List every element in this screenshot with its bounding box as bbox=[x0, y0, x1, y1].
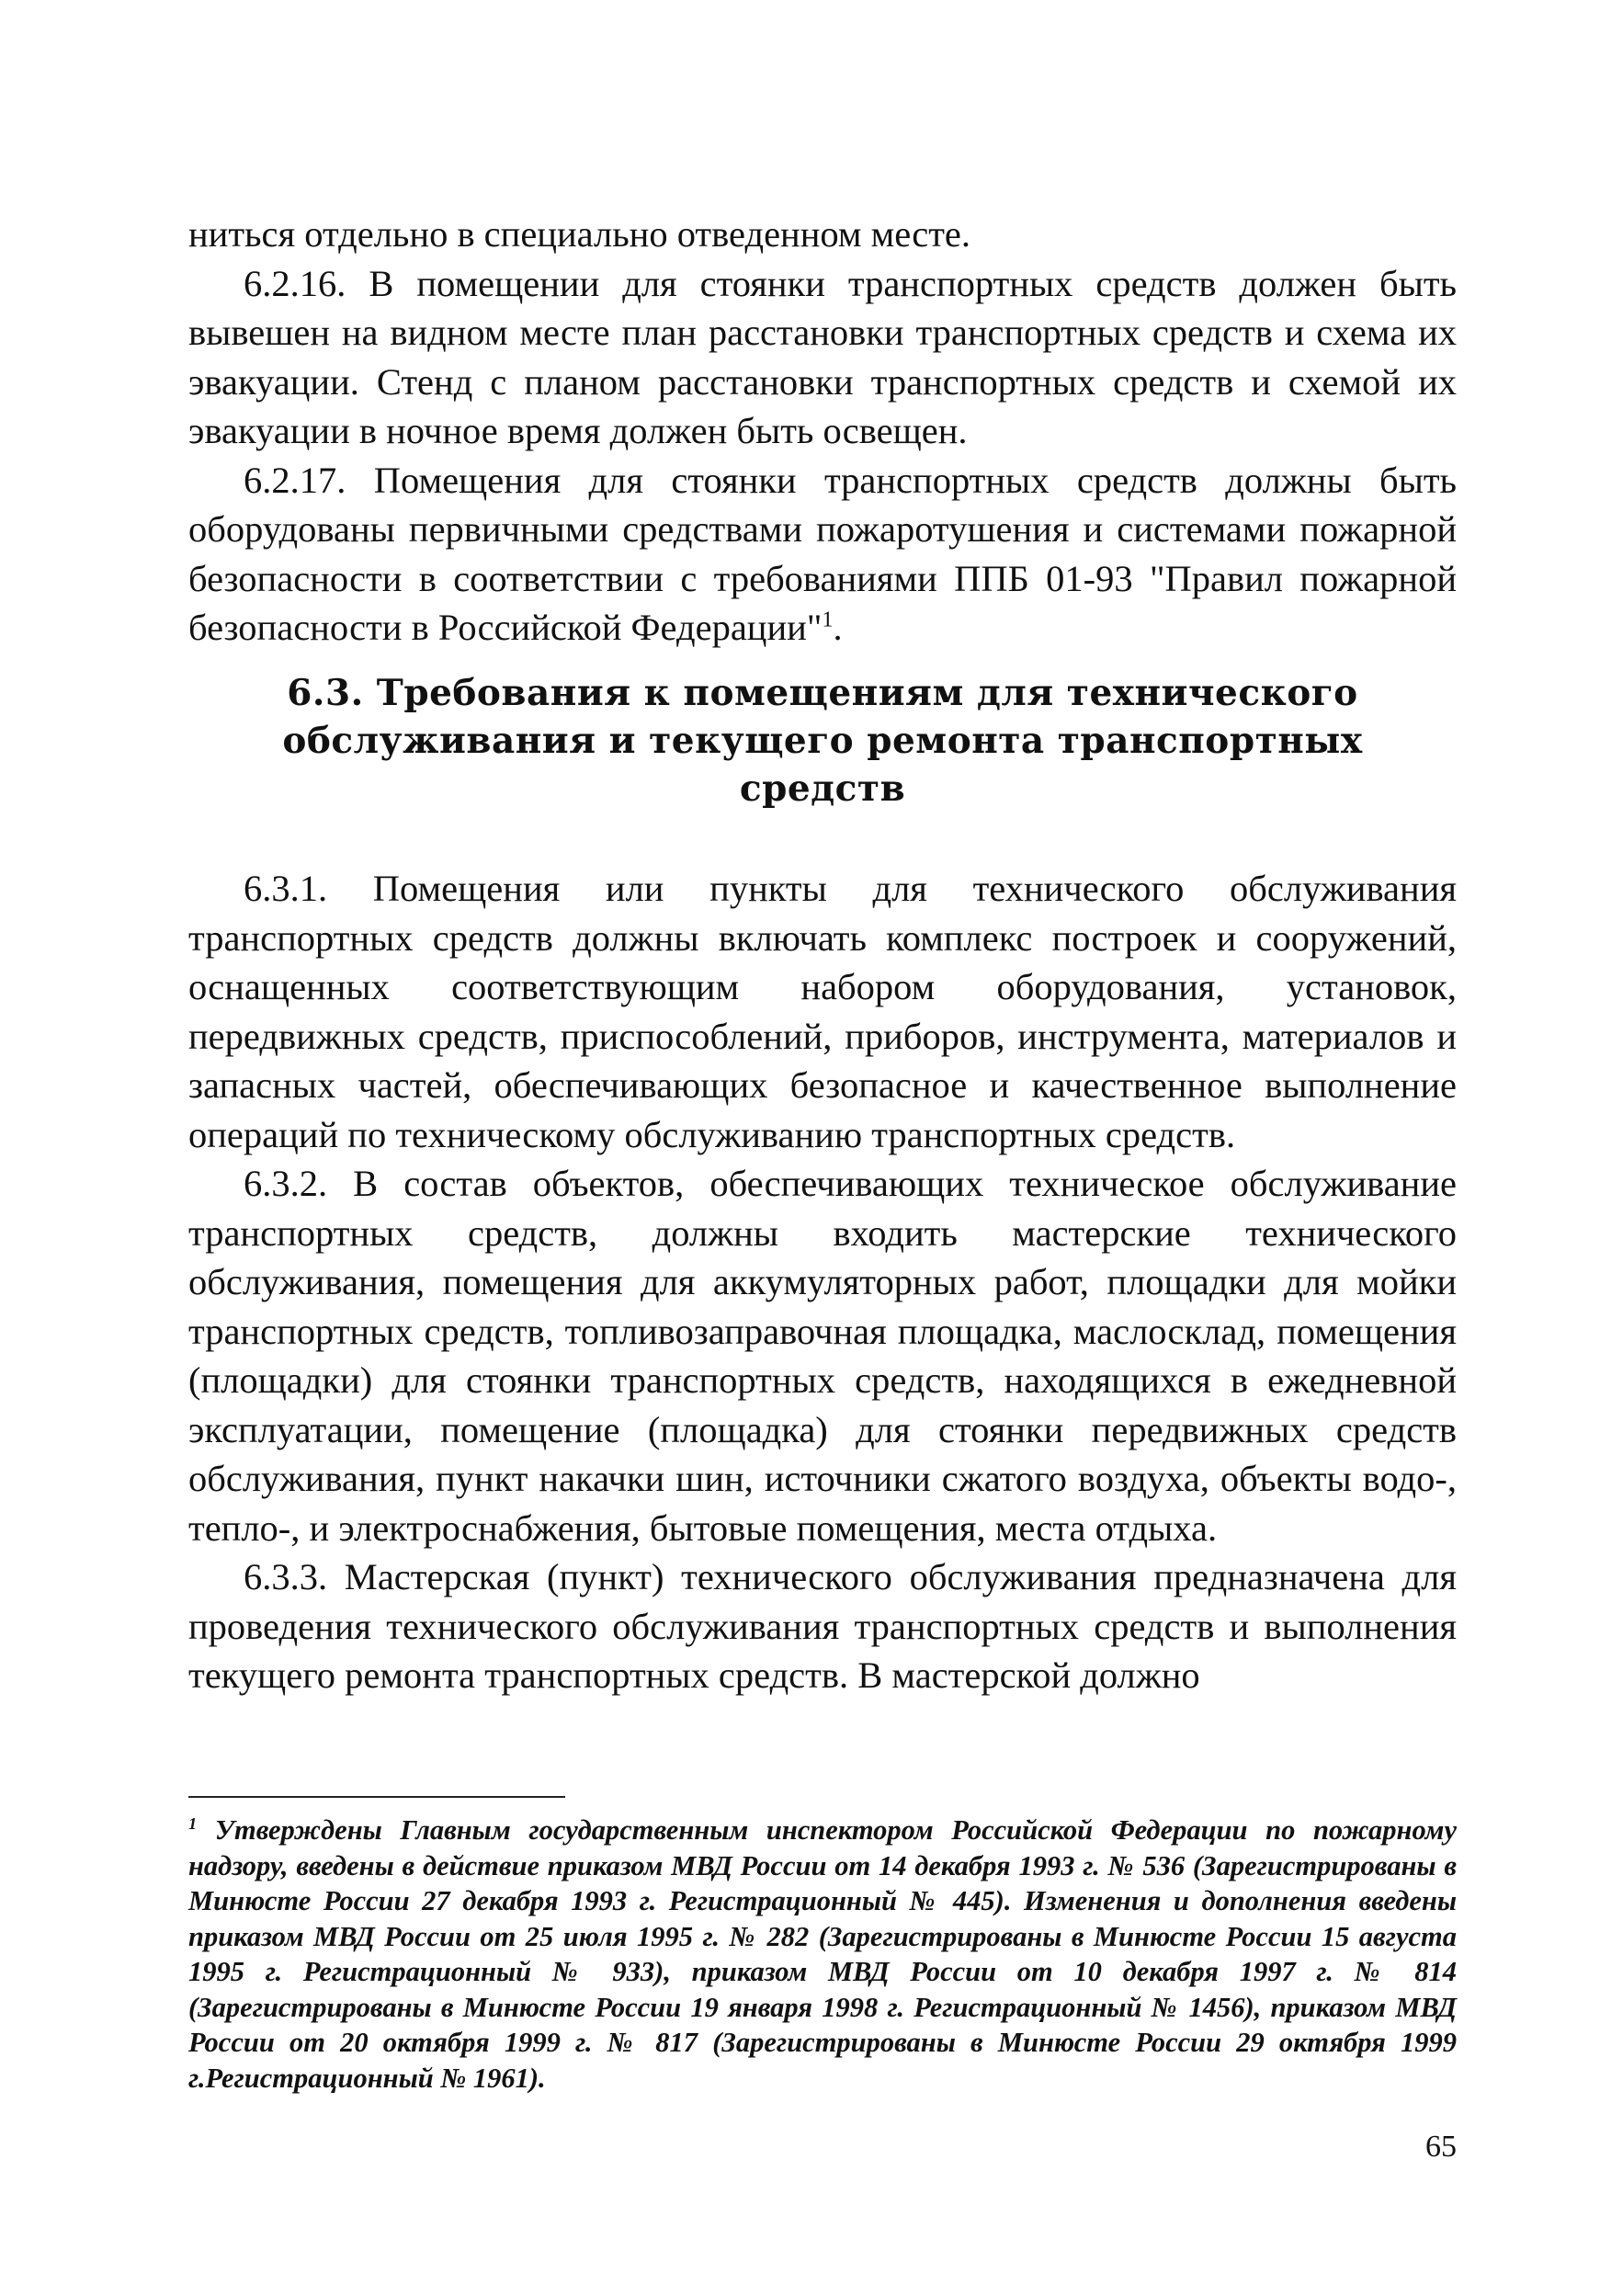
paragraph-continuation: ниться отдельно в специально отведенном месте. bbox=[188, 213, 971, 255]
heading-line-3: средств bbox=[739, 767, 906, 810]
page-number: 65 bbox=[1425, 2130, 1457, 2164]
section-heading-6-3 bbox=[188, 669, 1457, 813]
paragraph-6-2-17 bbox=[188, 456, 1457, 653]
footnote-text: Утверждены Главным государственным инспектором Российской Федерации по пожарному надзору, введены в действие приказом МВД России от 14 декабря 1993 г. № 536 (Зарегистрированы в Минюсте России 27 декабря 1993 г. Регистрационный № 445). Изменения и дополнения введены приказом МВД России от 25 июля 1995 г. № 282 (Зарегистрированы в Минюсте России 15 августа 1995 г. Регистрационный № 933), приказом МВД России от 10 декабря 1997 г. № 814 (Зарегистрированы в Минюсте России 19 января 1998 г. Регистрационный № 1456), приказом МВД России от 20 октября 1999 г. № 817 (Зарегистрированы в Минюсте России 29 октября 1999 г.Регистрационный № 1961). bbox=[188, 1814, 1457, 2094]
heading-line-1: 6.3. Требования к помещениям для технического bbox=[287, 672, 1358, 714]
text-block-top bbox=[188, 210, 1457, 653]
paragraph-6-2-17-text: 6.2.17. Помещения для стоянки транспортных средств должны быть оборудованы первичными средствами пожаротушения и системами пожарной безопасности в соответствии с требованиями ППБ 01-93 "Правил пожарной безопасности в Российской Федерации" bbox=[188, 459, 1457, 648]
paragraph-6-2-17-end: . bbox=[833, 607, 843, 648]
paragraph-6-3-1: 6.3.1. Помещения или пункты для технического обслуживания транспортных средств должны включать комплекс построек и сооружений, оснащенных соответствующим набором оборудования, установок, передвижных средств, приспособлений, приборов, инструмента, материалов и запасных частей, обеспечивающих безопасное и качественное выполнение операций по техническому обслуживанию транспортных средств. bbox=[188, 868, 1457, 1155]
paragraph-6-3-2: 6.3.2. В состав объектов, обеспечивающих техническое обслуживание транспортных средств, должны входить мастерские технического обслуживания, помещения для аккумуляторных работ, площадки для мойки транспортных средств, топливозаправочная площадка, маслосклад, помещения (площадки) для стоянки транспортных средств, находящихся в ежедневной эксплуатации, помещение (площадка) для стоянки передвижных средств обслуживания, пункт накачки шин, источники сжатого воздуха, объекты водо-, тепло-, и электроснабжения, бытовые помещения, места отдыха. bbox=[188, 1163, 1457, 1549]
footnote-separator bbox=[188, 1796, 565, 1798]
paragraph-6-2-16: 6.2.16. В помещении для стоянки транспортных средств должен быть вывешен на видном месте план расстановки транспортных средств и схема их эвакуации. Стенд с планом расстановки транспортных средств и схемой их эвакуации в ночное время должен быть освещен. bbox=[188, 262, 1457, 451]
paragraph-6-3-3: 6.3.3. Мастерская (пункт) технического обслуживания предназначена для проведения технического обслуживания транспортных средств и выполнения текущего ремонта транспортных средств. В мастерской должно bbox=[188, 1556, 1457, 1696]
heading-line-2: обслуживания и текущего ремонта транспортных bbox=[282, 720, 1363, 762]
footnote-reference: 1 bbox=[822, 607, 834, 632]
text-block-bottom bbox=[188, 864, 1457, 1700]
footnote bbox=[188, 1813, 1457, 2096]
footnote-marker: 1 bbox=[188, 1813, 198, 1833]
